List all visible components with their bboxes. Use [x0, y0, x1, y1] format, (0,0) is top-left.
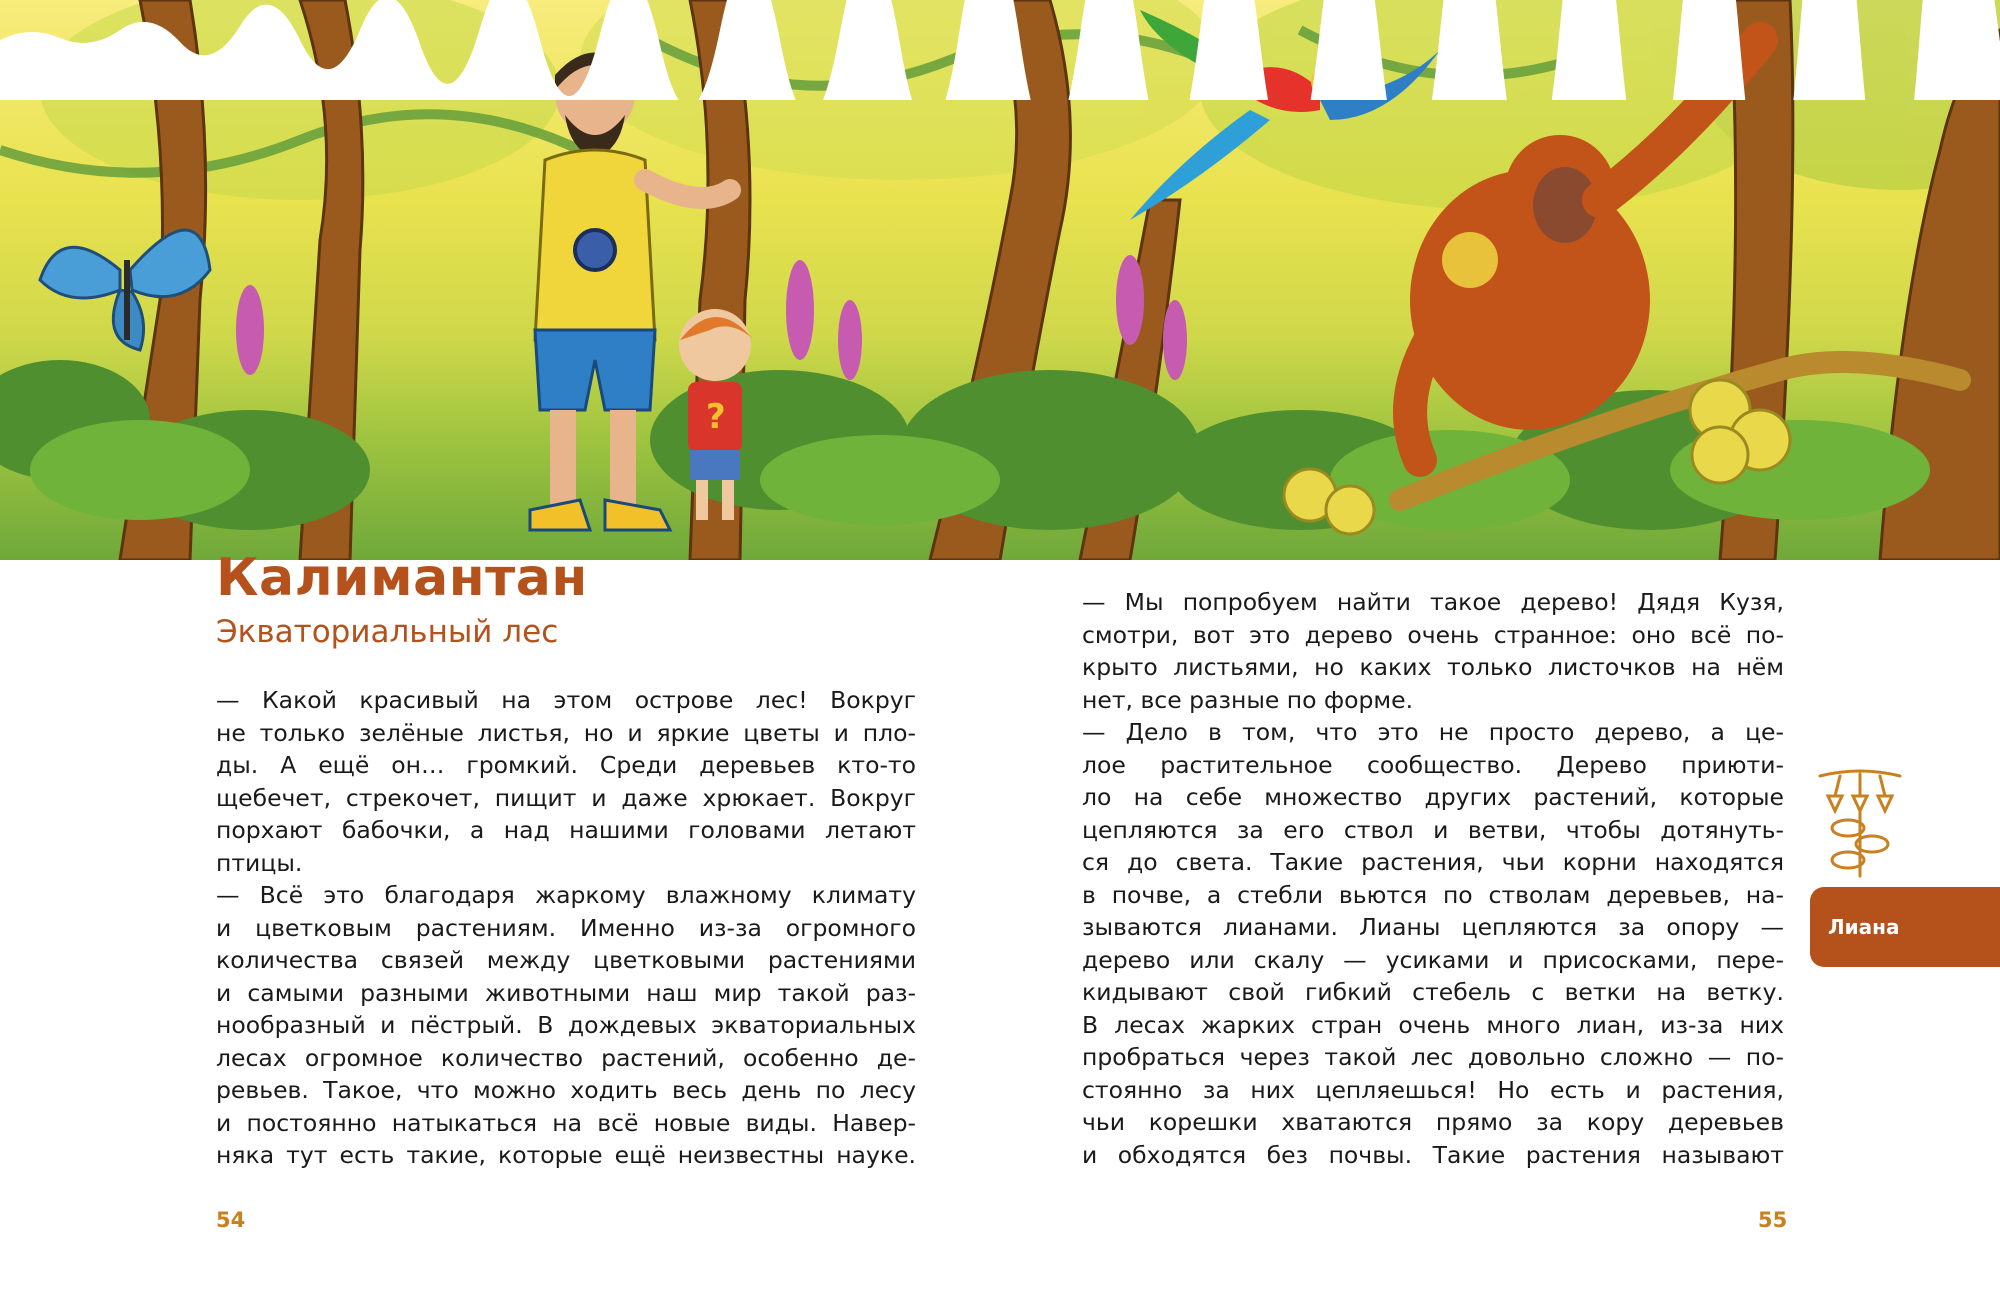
body-line: дерево или скалу — усиками и присосками, пере- — [1082, 945, 1784, 974]
liana-plant-icon — [1810, 766, 1910, 878]
body-line: количества связей между цветковыми растениями — [216, 946, 916, 974]
body-line: ся до света. Такие растения, чьи корни находятся — [1082, 848, 1784, 876]
body-line: — Мы попробуем найти такое дерево! Дядя Кузя, — [1082, 588, 1784, 616]
page-number-left: 54 — [216, 1208, 246, 1232]
body-line: пробраться через такой лес довольно сложно — по- — [1082, 1043, 1784, 1071]
body-line: стоянно за них цепляешься! Но есть и растения, — [1082, 1075, 1784, 1104]
body-line: не только зелёные листья, но и яркие цветы и пло- — [216, 718, 916, 747]
glossary-tab-liana[interactable] — [1810, 887, 2000, 967]
svg-text:?: ? — [706, 397, 726, 437]
body-line: няка тут есть такие, которые ещё неизвестны науке. — [216, 1141, 916, 1169]
body-line: кидывают свой гибкий стебель с ветки на ветку. — [1082, 978, 1784, 1006]
body-line: лое растительное сообщество. Дерево приюти- — [1082, 750, 1784, 779]
body-line: и самыми разными животными наш мир такой раз- — [216, 978, 916, 1007]
body-line: птицы. — [216, 848, 303, 877]
page-subtitle: Экваториальный лес — [216, 614, 559, 650]
body-line: и цветковым растениям. Именно из-за огромного — [216, 913, 916, 942]
body-line: — Всё это благодаря жаркому влажному климату — [216, 881, 916, 909]
body-line: ревьев. Такое, что можно ходить весь день по лесу — [216, 1076, 916, 1104]
jungle-illustration — [0, 0, 2000, 560]
torn-paper-edge — [0, 0, 2000, 100]
body-line: В лесах жарких стран очень много лиан, из-за них — [1082, 1010, 1784, 1039]
glossary-tab-label: Лиана — [1828, 915, 1900, 939]
body-line: цепляются за его ствол и ветви, чтобы дотянуть- — [1082, 815, 1784, 844]
body-line: в почве, а стебли вьются по стволам деревьев, на- — [1082, 880, 1784, 909]
body-line: ды. А ещё он… громкий. Среди деревьев кто-то — [216, 751, 916, 779]
body-line: и постоянно натыкаться на всё новые виды. Навер- — [216, 1108, 916, 1137]
body-line: и обходятся без почвы. Такие растения называют — [1082, 1140, 1784, 1169]
body-line: ло на себе множество других растений, которые — [1082, 783, 1784, 811]
right-body-text — [1082, 586, 1784, 1171]
body-line: лесах огромное количество растений, особенно де- — [216, 1043, 916, 1072]
page-number-right: 55 — [1758, 1208, 1788, 1232]
page-title: Калимантан — [216, 548, 588, 608]
left-body-text — [216, 684, 916, 1172]
body-line: нообразный и пёстрый. В дождевых экваториальных — [216, 1011, 916, 1039]
body-line: порхают бабочки, а над нашими головами летают — [216, 816, 916, 844]
body-line: зываются лианами. Лианы цепляются за опору — — [1082, 913, 1784, 941]
body-line: — Дело в том, что это не просто дерево, а це- — [1082, 718, 1784, 746]
body-line: нет, все разные по форме. — [1082, 685, 1414, 714]
body-line: крыто листьями, но каких только листочков на нём — [1082, 653, 1784, 681]
body-line: смотри, вот это дерево очень странное: оно всё по- — [1082, 620, 1784, 649]
body-line: чьи корешки хватаются прямо за кору деревьев — [1082, 1108, 1784, 1136]
body-line: щебечет, стрекочет, пищит и даже хрюкает. Вокруг — [216, 783, 916, 812]
body-line: — Какой красивый на этом острове лес! Вокруг — [216, 686, 916, 714]
